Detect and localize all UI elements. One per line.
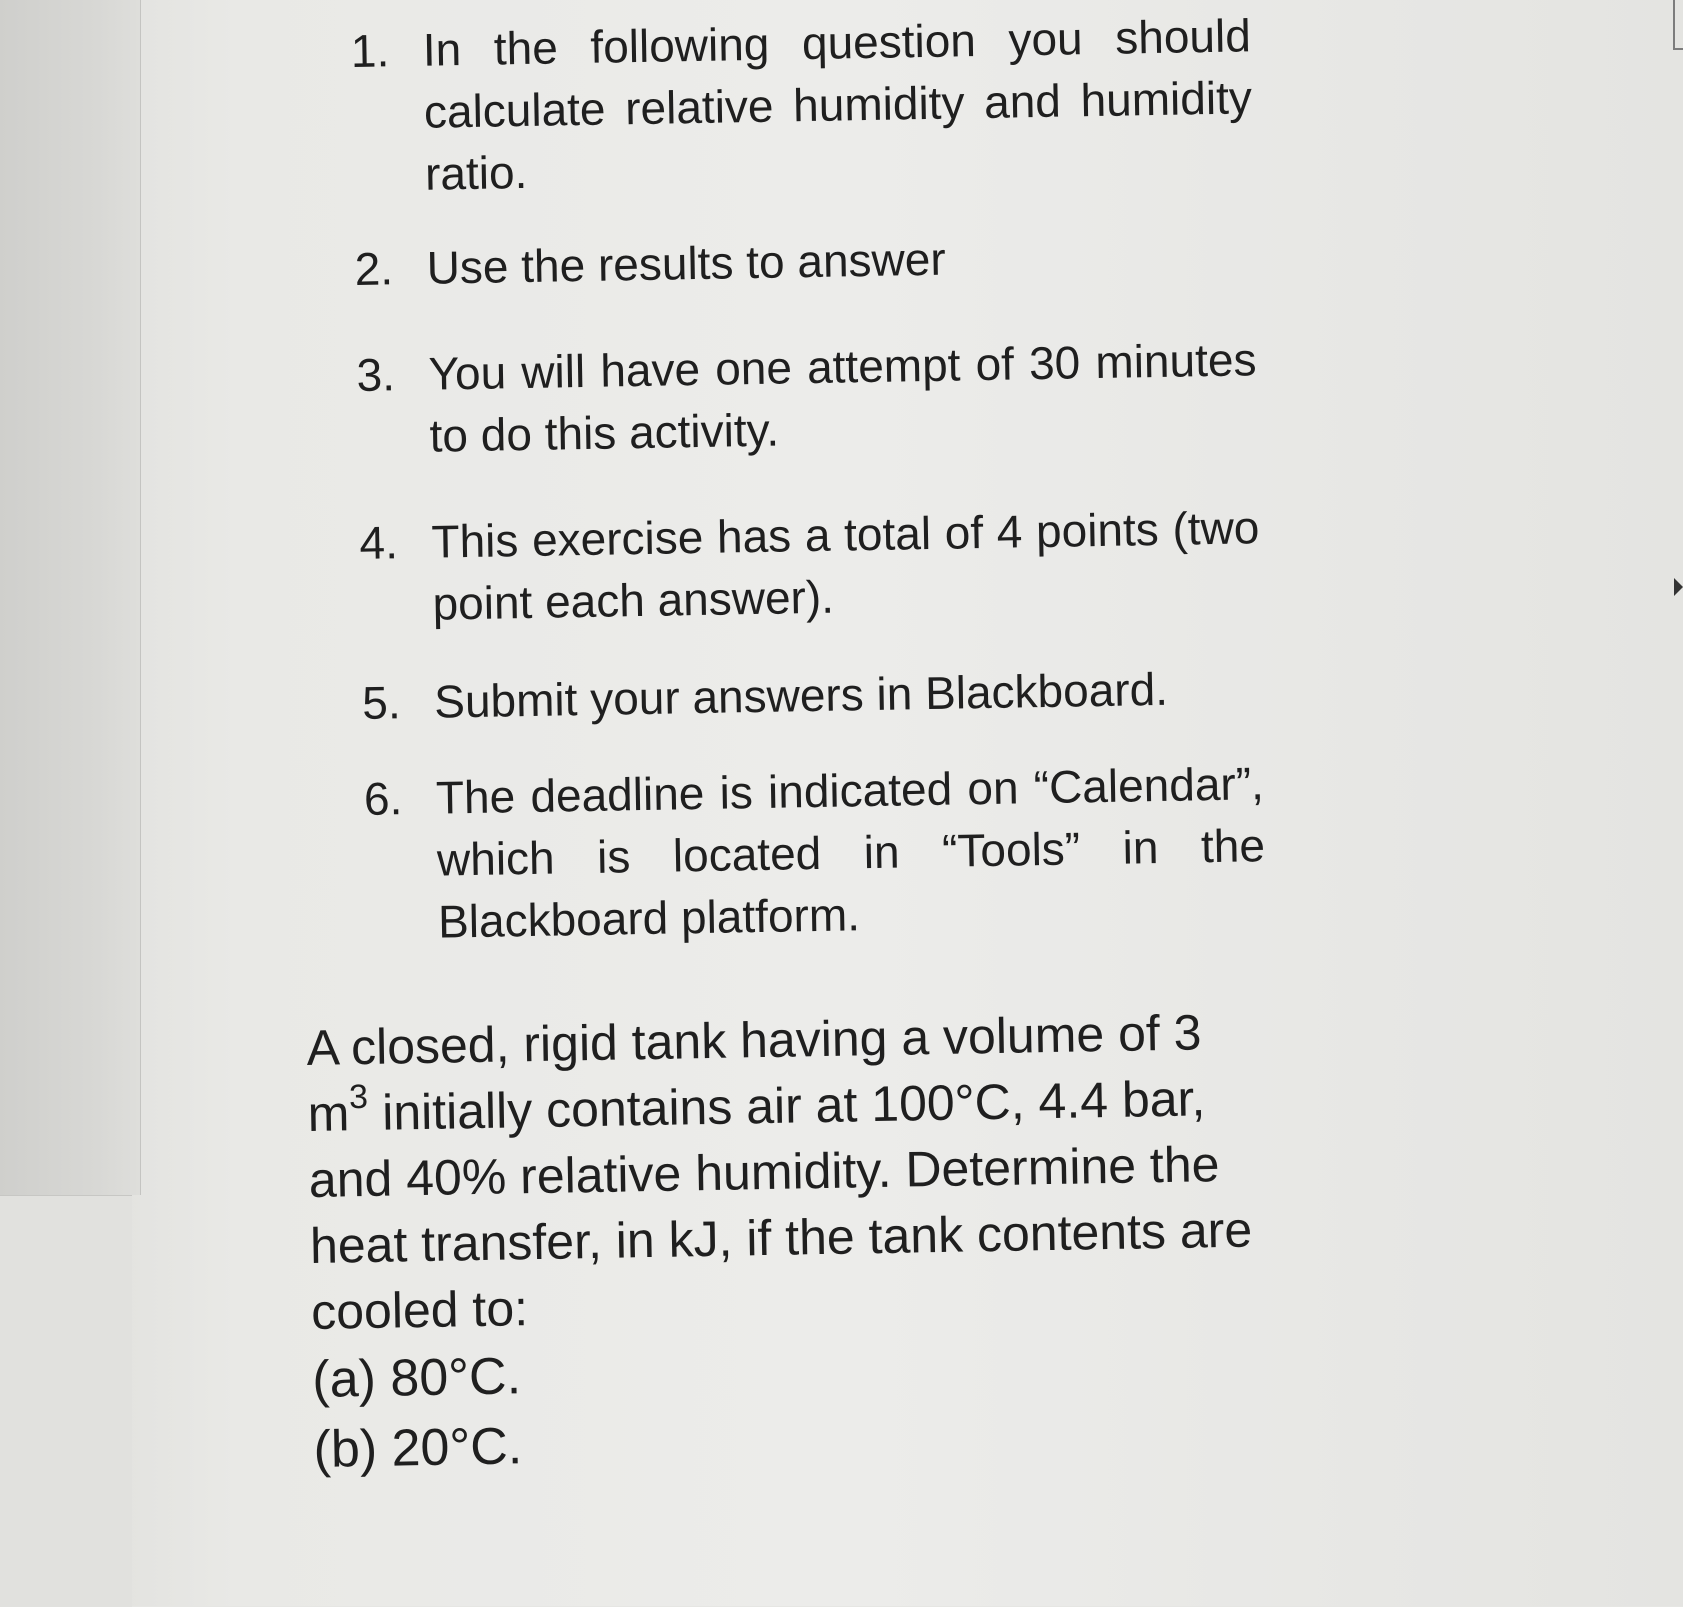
instruction-number: 4.	[359, 516, 399, 569]
left-margin-lower-panel	[0, 1195, 132, 1607]
instruction-item-5	[362, 656, 1263, 734]
instruction-text: Submit your answers in Blackboard.	[433, 662, 1169, 728]
right-edge-bracket-icon	[1673, 0, 1683, 50]
problem-exponent: 3	[348, 1077, 369, 1117]
instruction-text: Use the results to answer	[426, 232, 947, 294]
instruction-number: 6.	[363, 772, 403, 825]
instruction-number: 5.	[361, 676, 402, 729]
instruction-list	[350, 0, 1266, 948]
problem-text	[306, 998, 1272, 1345]
instruction-item-3	[356, 328, 1258, 468]
instruction-text: This exercise has a total of 4 points (two point each answer).	[431, 501, 1260, 630]
instruction-item-2	[354, 222, 1255, 300]
problem-rest: initially contains air at 100°C, 4.4 bar, and 40% relative humidity. Determine the heat transfer, in kJ, if the tank contents are cooled to:	[308, 1070, 1253, 1340]
option-label: (b)	[313, 1419, 378, 1479]
instruction-number: 1.	[350, 24, 390, 77]
instruction-number: 3.	[356, 348, 396, 401]
problem-lead: A closed, rigid tank having a volume of 3 m	[306, 1004, 1202, 1142]
option-value: 20°C.	[391, 1417, 523, 1478]
instruction-item-1	[350, 4, 1253, 206]
instruction-number: 2.	[354, 242, 394, 295]
instruction-text: In the following question you should calculate relative humidity and humidity ratio.	[422, 9, 1253, 200]
instruction-text: You will have one attempt of 30 minutes to do this activity.	[428, 333, 1257, 462]
problem-statement	[306, 998, 1274, 1485]
instruction-item-4	[359, 496, 1261, 636]
instruction-item-6	[363, 752, 1266, 954]
instruction-text: The deadline is indicated on “Calendar”, which is located in “Tools” in the Blackboard platform.	[435, 757, 1266, 948]
option-value: 80°C.	[389, 1347, 522, 1408]
left-margin-shadow	[0, 0, 141, 1195]
option-label: (a)	[311, 1349, 377, 1409]
right-edge-arrow-icon	[1674, 578, 1683, 596]
